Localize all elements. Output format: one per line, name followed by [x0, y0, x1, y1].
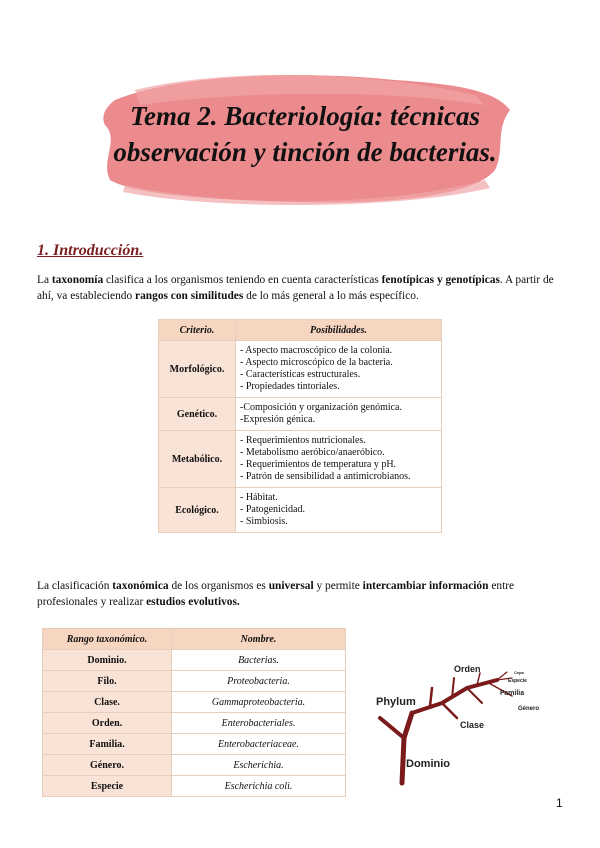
- list-item: - Hábitat.: [240, 492, 278, 503]
- table-row: [43, 671, 346, 692]
- list-item: - Patogenicidad.: [240, 504, 305, 515]
- text: clasifica a los organismos teniendo en cuenta características: [103, 274, 382, 286]
- possibilities-cell: [236, 398, 442, 431]
- criterion-cell: Metabólico.: [159, 431, 236, 488]
- text: y permite: [313, 580, 363, 592]
- table-row: [159, 488, 442, 533]
- tree-label-genero: Género: [518, 706, 540, 712]
- bold-text: taxonomía: [51, 274, 104, 286]
- table-row: [43, 776, 346, 797]
- table-header-row: [43, 629, 346, 650]
- list-item: - Requerimientos de temperatura y pH.: [240, 459, 397, 470]
- criteria-table: [158, 319, 442, 533]
- list-item: - Patrón de sensibilidad a antimicrobianos.: [240, 471, 411, 482]
- list-item: -Expresión génica.: [240, 414, 315, 425]
- criterion-cell: Morfológico.: [159, 341, 236, 398]
- tree-label-phylum: Phylum: [376, 696, 416, 708]
- name-cell: Escherichia.: [172, 755, 346, 776]
- title-line-2: observación y tinción de bacterias.: [113, 137, 497, 167]
- page-number: 1: [556, 796, 563, 810]
- tree-label-cepa: Cepa: [514, 670, 524, 675]
- tree-label-dominio: Dominio: [406, 758, 450, 770]
- list-item: - Propiedades tintoriales.: [240, 381, 340, 392]
- rank-cell: Especie: [43, 776, 172, 797]
- text: de lo más general a lo más específico.: [243, 290, 419, 302]
- section-heading-introduccion: 1. Introducción.: [37, 242, 144, 259]
- rank-cell: Orden.: [43, 713, 172, 734]
- list-item: - Aspecto microscópico de la bacteria.: [240, 357, 393, 368]
- name-cell: Enterobacteriaceae.: [172, 734, 346, 755]
- list-item: -Composición y organización genómica.: [240, 402, 402, 413]
- text: entre profesionales y realizar: [37, 580, 515, 608]
- table-row: [159, 341, 442, 398]
- name-cell: Proteobacteria.: [172, 671, 346, 692]
- bold-text: fenotípicas y genotípicas: [381, 274, 500, 286]
- table-row: [43, 755, 346, 776]
- table-row: [159, 431, 442, 488]
- bold-text: universal: [268, 580, 314, 592]
- rank-cell: Clase.: [43, 692, 172, 713]
- table-row: [43, 713, 346, 734]
- possibilities-cell: [236, 431, 442, 488]
- bold-text: taxonómica: [112, 580, 169, 592]
- table-row: [43, 650, 346, 671]
- name-cell: Bacterias.: [172, 650, 346, 671]
- tree-label-especie: Especie: [508, 678, 527, 684]
- criterion-cell: Genético.: [159, 398, 236, 431]
- header-rango: Rango taxonómico.: [43, 629, 172, 650]
- taxonomy-tree-diagram: [372, 658, 552, 788]
- intro-paragraph: [37, 272, 562, 304]
- tree-label-orden: Orden: [454, 664, 481, 674]
- text: La: [37, 274, 52, 286]
- text: de los organismos es: [168, 580, 269, 592]
- rank-cell: Filo.: [43, 671, 172, 692]
- page-title: [95, 98, 515, 170]
- rank-cell: Familia.: [43, 734, 172, 755]
- header-criterio: Criterio.: [159, 320, 236, 341]
- header-posibilidades: Posibilidades.: [236, 320, 442, 341]
- bold-text: estudios evolutivos.: [146, 596, 240, 608]
- table-row: [43, 692, 346, 713]
- text: La clasificación: [37, 580, 113, 592]
- name-cell: Escherichia coli.: [172, 776, 346, 797]
- table-row: [43, 734, 346, 755]
- tree-label-familia: Familia: [500, 690, 525, 697]
- classification-paragraph: [37, 578, 562, 610]
- title-line-1: Tema 2. Bacteriología: técnicas: [130, 101, 480, 131]
- list-item: - Aspecto macroscópico de la colonia.: [240, 345, 393, 356]
- rank-table: [42, 628, 346, 797]
- bold-text: intercambiar información: [362, 580, 489, 592]
- possibilities-cell: [236, 488, 442, 533]
- list-item: - Características estructurales.: [240, 369, 361, 380]
- bold-text: rangos con similitudes: [135, 290, 244, 302]
- name-cell: Gammaproteobacteria.: [172, 692, 346, 713]
- name-cell: Enterobacteriales.: [172, 713, 346, 734]
- header-nombre: Nombre.: [172, 629, 346, 650]
- list-item: - Simbiosis.: [240, 516, 288, 527]
- list-item: - Requerimientos nutricionales.: [240, 435, 366, 446]
- table-row: [159, 398, 442, 431]
- text: . A partir de ahí, va estableciendo: [37, 274, 554, 302]
- rank-cell: Dominio.: [43, 650, 172, 671]
- tree-label-clase: Clase: [460, 720, 485, 730]
- table-header-row: [159, 320, 442, 341]
- possibilities-cell: [236, 341, 442, 398]
- criterion-cell: Ecológico.: [159, 488, 236, 533]
- list-item: - Metabolismo aeróbico/anaeróbico.: [240, 447, 385, 458]
- rank-cell: Género.: [43, 755, 172, 776]
